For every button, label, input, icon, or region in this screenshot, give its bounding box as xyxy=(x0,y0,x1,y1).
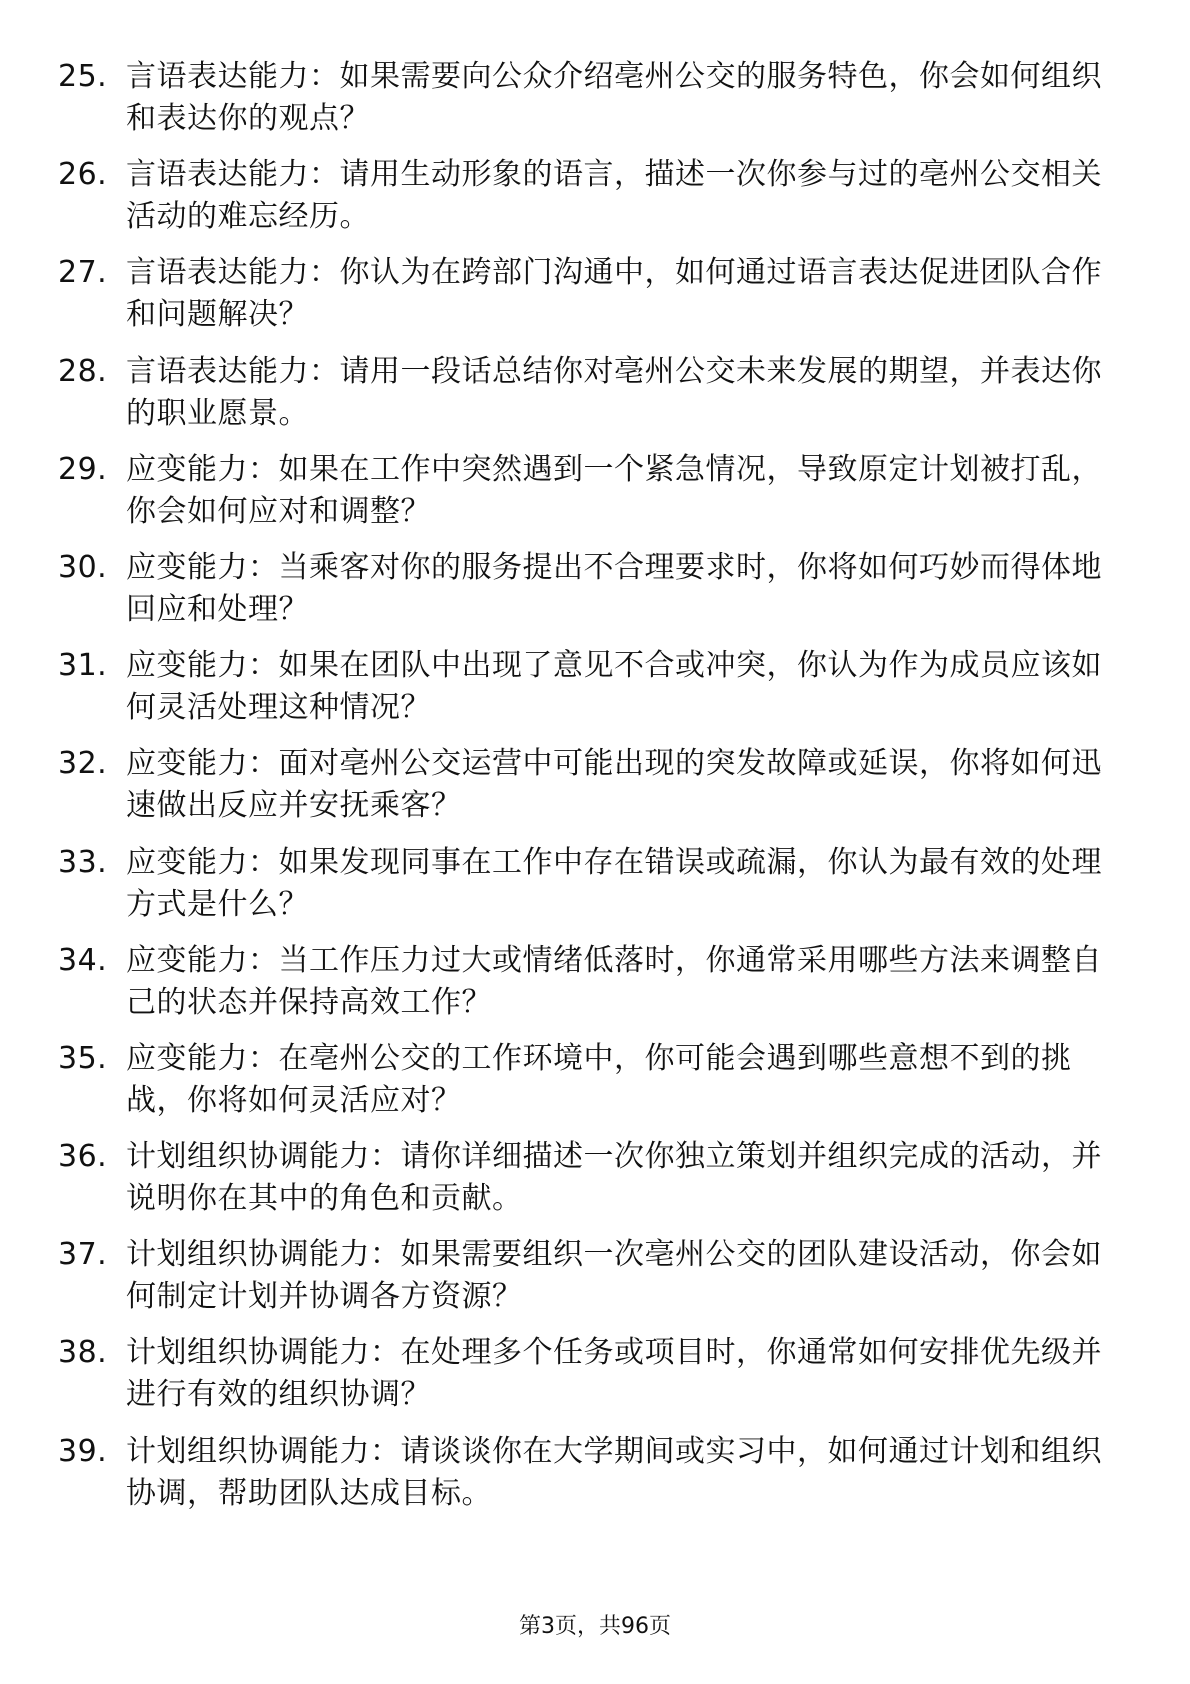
question-item xyxy=(58,252,1118,336)
question-number: 30. xyxy=(58,549,108,585)
question-item xyxy=(58,1332,1118,1416)
question-text: 应变能力：如果发现同事在工作中存在错误或疏漏，你认为最有效的处理方式是什么？ xyxy=(126,844,1102,922)
question-item xyxy=(58,1234,1118,1318)
question-item xyxy=(58,1038,1118,1122)
question-text: 应变能力：面对亳州公交运营中可能出现的突发故障或延误，你将如何迅速做出反应并安抚乘客？ xyxy=(126,746,1102,824)
question-text: 计划组织协调能力：请谈谈你在大学期间或实习中，如何通过计划和组织协调，帮助团队达成目标。 xyxy=(126,1433,1102,1511)
question-text: 应变能力：当乘客对你的服务提出不合理要求时，你将如何巧妙而得体地回应和处理？ xyxy=(126,549,1102,627)
question-text: 计划组织协调能力：如果需要组织一次亳州公交的团队建设活动，你会如何制定计划并协调各方资源？ xyxy=(126,1237,1102,1315)
question-number: 25. xyxy=(58,59,108,94)
question-item xyxy=(58,743,1118,827)
page-indicator: 第3页，共96页 xyxy=(519,1614,671,1639)
question-number: 27. xyxy=(58,255,108,291)
question-text: 言语表达能力：你认为在跨部门沟通中，如何通过语言表达促进团队合作和问题解决？ xyxy=(126,255,1102,333)
question-item xyxy=(58,645,1118,729)
question-number: 34. xyxy=(58,942,108,978)
question-item xyxy=(58,1136,1118,1220)
question-number: 32. xyxy=(58,746,108,782)
question-number: 38. xyxy=(58,1335,108,1371)
question-number: 37. xyxy=(58,1237,108,1273)
question-item xyxy=(58,449,1118,533)
question-text: 应变能力：如果在工作中突然遇到一个紧急情况，导致原定计划被打乱，你会如何应对和调整？ xyxy=(126,451,1102,529)
question-text: 应变能力：在亳州公交的工作环境中，你可能会遇到哪些意想不到的挑战，你将如何灵活应对？ xyxy=(126,1040,1072,1118)
question-item xyxy=(58,154,1118,238)
question-item xyxy=(58,351,1118,435)
question-text: 言语表达能力：请用生动形象的语言，描述一次你参与过的亳州公交相关活动的难忘经历。 xyxy=(126,157,1102,235)
question-number: 28. xyxy=(58,353,108,389)
question-text: 言语表达能力：如果需要向公众介绍亳州公交的服务特色，你会如何组织和表达你的观点？ xyxy=(126,59,1102,136)
question-item xyxy=(58,1431,1118,1515)
question-item xyxy=(58,842,1118,926)
question-text: 计划组织协调能力：请你详细描述一次你独立策划并组织完成的活动，并说明你在其中的角色和贡献。 xyxy=(126,1139,1102,1217)
question-item xyxy=(58,940,1118,1024)
question-text: 应变能力：当工作压力过大或情绪低落时，你通常采用哪些方法来调整自己的状态并保持高效工作？ xyxy=(126,942,1102,1020)
question-item xyxy=(58,56,1118,140)
question-number: 31. xyxy=(58,648,108,684)
question-number: 26. xyxy=(58,157,108,193)
question-text: 言语表达能力：请用一段话总结你对亳州公交未来发展的期望，并表达你的职业愿景。 xyxy=(126,353,1102,431)
question-number: 35. xyxy=(58,1040,108,1076)
question-number: 29. xyxy=(58,451,108,487)
question-number: 36. xyxy=(58,1139,108,1175)
question-text: 应变能力：如果在团队中出现了意见不合或冲突，你认为作为成员应该如何灵活处理这种情况？ xyxy=(126,648,1102,726)
question-text: 计划组织协调能力：在处理多个任务或项目时，你通常如何安排优先级并进行有效的组织协调？ xyxy=(126,1335,1102,1413)
question-item xyxy=(58,547,1118,631)
question-list xyxy=(58,56,1118,1529)
question-number: 39. xyxy=(58,1433,108,1469)
question-number: 33. xyxy=(58,844,108,880)
